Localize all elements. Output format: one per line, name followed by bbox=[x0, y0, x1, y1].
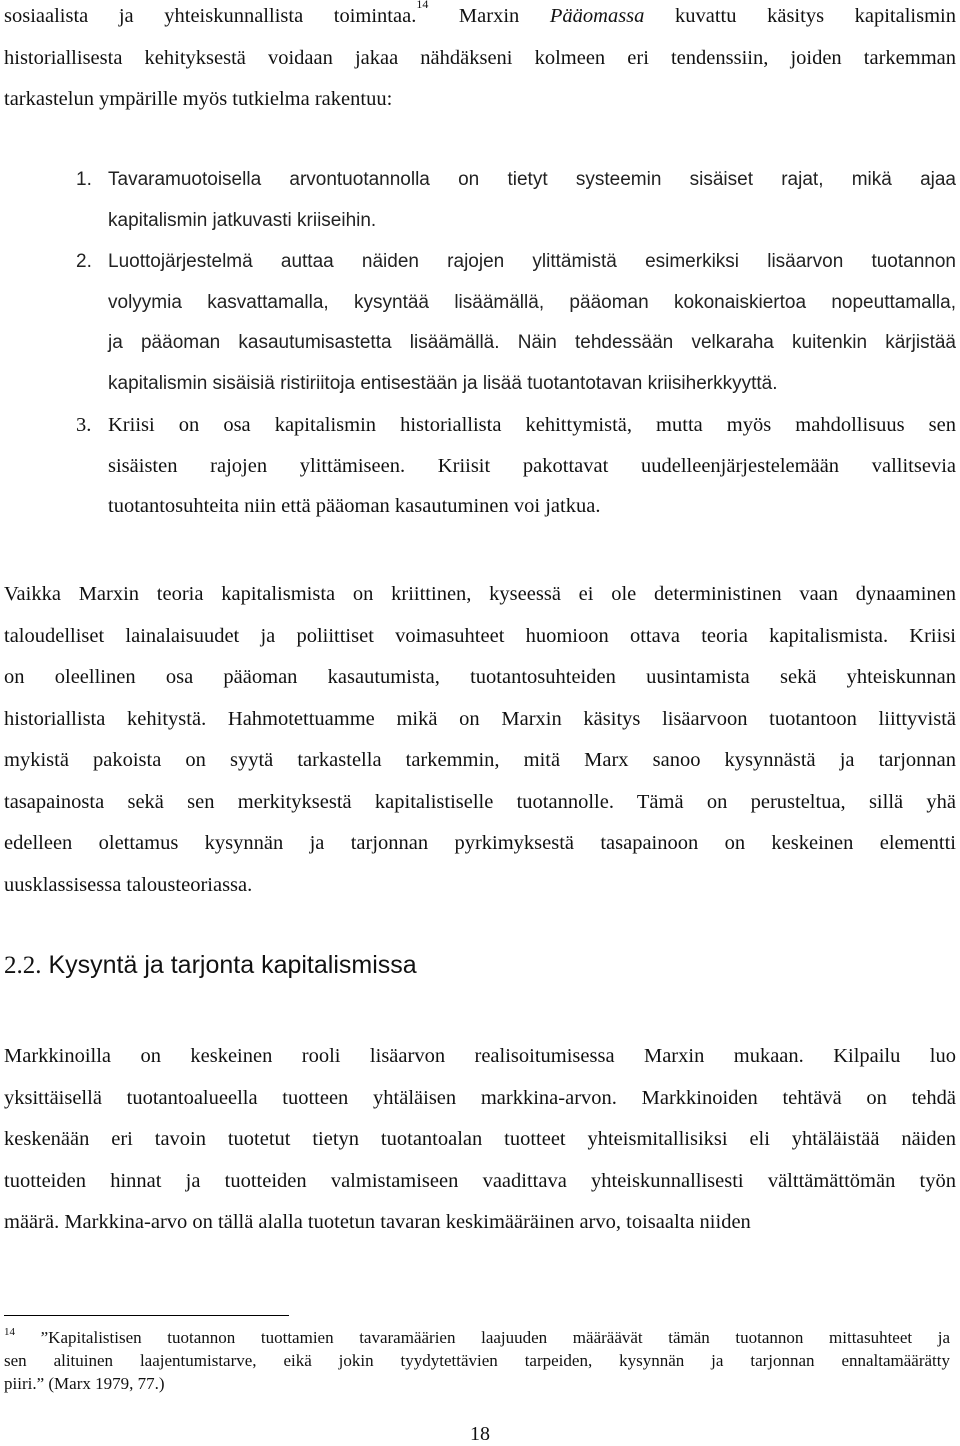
text-line: tuotteiden hinnat ja tuotteiden valmistamiseen vaadittava yhteiskunnallisesti välttämättömän työn bbox=[4, 1169, 956, 1192]
list-line: sisäisten rajojen ylittämiseen. Kriisit pakottavat uudelleenjärjestelemään vallitsevia bbox=[108, 454, 956, 477]
text-line: määrä. Markkina-arvo on tällä alalla tuotetun tavaran keskimääräinen arvo, toisaalta niiden bbox=[4, 1211, 751, 1233]
list-line: Kriisi on osa kapitalismin historiallista kehittymistä, mutta myös mahdollisuus sen bbox=[108, 414, 956, 436]
intro-line-2: historiallisesta kehityksestä voidaan jakaa nähdäkseni kolmeen eri tendenssiin, joiden tarkemman bbox=[4, 46, 956, 69]
footnote-line-3: piiri.” (Marx 1979, 77.) bbox=[4, 1374, 165, 1393]
text-line: historiallista kehitystä. Hahmotettuamme mikä on Marxin käsitys lisäarvoon tuotantoon liittyvistä bbox=[4, 707, 956, 730]
paragraph-markkinoilla bbox=[4, 1036, 956, 1244]
list-line: ja pääoman kasautumisastetta lisäämällä. Näin tehdessään velkaraha kuitenkin kärjistää bbox=[108, 332, 956, 353]
text-line: Markkinoilla on keskeinen rooli lisäarvon realisoitumisessa Marxin mukaan. Kilpailu luo bbox=[4, 1045, 956, 1067]
list-number: 1. bbox=[76, 169, 92, 190]
intro-line-3: tarkastelun ympärille myös tutkielma rakentuu: bbox=[4, 88, 393, 110]
list-line: Luottojärjestelmä auttaa näiden rajojen ylittämistä esimerkiksi lisäarvon tuotannon bbox=[108, 251, 956, 272]
text-line: taloudelliset lainalaisuudet ja poliittiset voimasuhteet huomioon ottava teoria kapitalismista. Kriisi bbox=[4, 624, 956, 647]
section-number: 2.2. bbox=[4, 952, 42, 979]
tendency-list bbox=[76, 160, 956, 527]
list-line: tuotantosuhteita niin että pääoman kasautuminen voi jatkua. bbox=[108, 495, 601, 517]
footnote-number: 14 bbox=[4, 1326, 15, 1338]
text-line: on oleellinen osa pääoman kasautumista, tuotantosuhteiden uusintamista sekä yhteiskunnan bbox=[4, 666, 956, 688]
list-item bbox=[76, 405, 956, 527]
section-heading bbox=[4, 945, 417, 986]
footnote-reference[interactable]: 14 bbox=[416, 0, 429, 11]
list-item bbox=[76, 242, 956, 404]
footnote-line-1: $^{14}$ ”Kapitalistisen tuotannon tuottamien tavaramäärien laajuuden määräävät tämän tuotannon mittasuhteet ja bbox=[4, 1326, 950, 1347]
text-line: yksittäisellä tuotantoalueella tuotteen yhtäläisen markkina-arvon. Markkinoiden tehtävä on tehdä bbox=[4, 1086, 956, 1109]
text-line: mykistä pakoista on syytä tarkastella tarkemmin, mitä Marx sanoo kysynnästä ja tarjonnan bbox=[4, 749, 956, 771]
footnote bbox=[4, 1326, 950, 1395]
book-title: Pääomassa bbox=[549, 5, 645, 27]
list-number: 3. bbox=[76, 414, 92, 436]
text-line: keskenään eri tavoin tuotetut tietyn tuotantoalan tuotteet yhteismitallisiksi eli yhtäläistää näiden bbox=[4, 1128, 956, 1150]
page-number: 18 bbox=[470, 1423, 490, 1445]
list-line: Tavaramuotoisella arvontuotannolla on tietyt systeemin sisäiset rajat, mikä ajaa bbox=[108, 169, 956, 190]
text-line: tasapainosta sekä sen merkityksestä kapitalistiselle tuotannolle. Tämä on perusteltua, sillä yhä bbox=[4, 790, 956, 813]
text-line: edelleen olettamus kysynnän ja tarjonnan pyrkimyksestä tasapainoon on keskeinen elementti bbox=[4, 832, 956, 854]
list-line: kapitalismin jatkuvasti kriiseihin. bbox=[108, 209, 377, 231]
list-number: 2. bbox=[76, 251, 92, 272]
paragraph-vaikka bbox=[4, 574, 956, 906]
text-line: uusklassisessa talousteoriassa. bbox=[4, 873, 253, 896]
footnote-line-2: sen alituinen laajentumistarve, eikä jokin tyydytettävien tarpeiden, kysynnän ja tarjonnan ennaltamäärätty bbox=[4, 1351, 950, 1370]
paragraph-intro bbox=[4, 0, 956, 121]
footnote-separator bbox=[4, 1315, 289, 1316]
text-line: Vaikka Marxin teoria kapitalismista on kriittinen, kyseessä ei ole deterministinen vaan dynaaminen bbox=[4, 583, 956, 605]
intro-line-1: sosiaalista ja yhteiskunnallista toimintaa.$^{14}$ Marxin Pääomassa kuvattu käsitys kapitalismin bbox=[4, 0, 956, 38]
list-line: kapitalismin sisäisiä ristiriitoja entisestään ja lisää tuotantotavan kriisiherkkyyttä. bbox=[108, 372, 778, 394]
list-item bbox=[76, 160, 956, 241]
section-title: Kysyntä ja tarjonta kapitalismissa bbox=[48, 951, 417, 979]
list-line: volyymia kasvattamalla, kysyntää lisäämällä, pääoman kokonaiskiertoa nopeuttamalla, bbox=[108, 291, 956, 313]
